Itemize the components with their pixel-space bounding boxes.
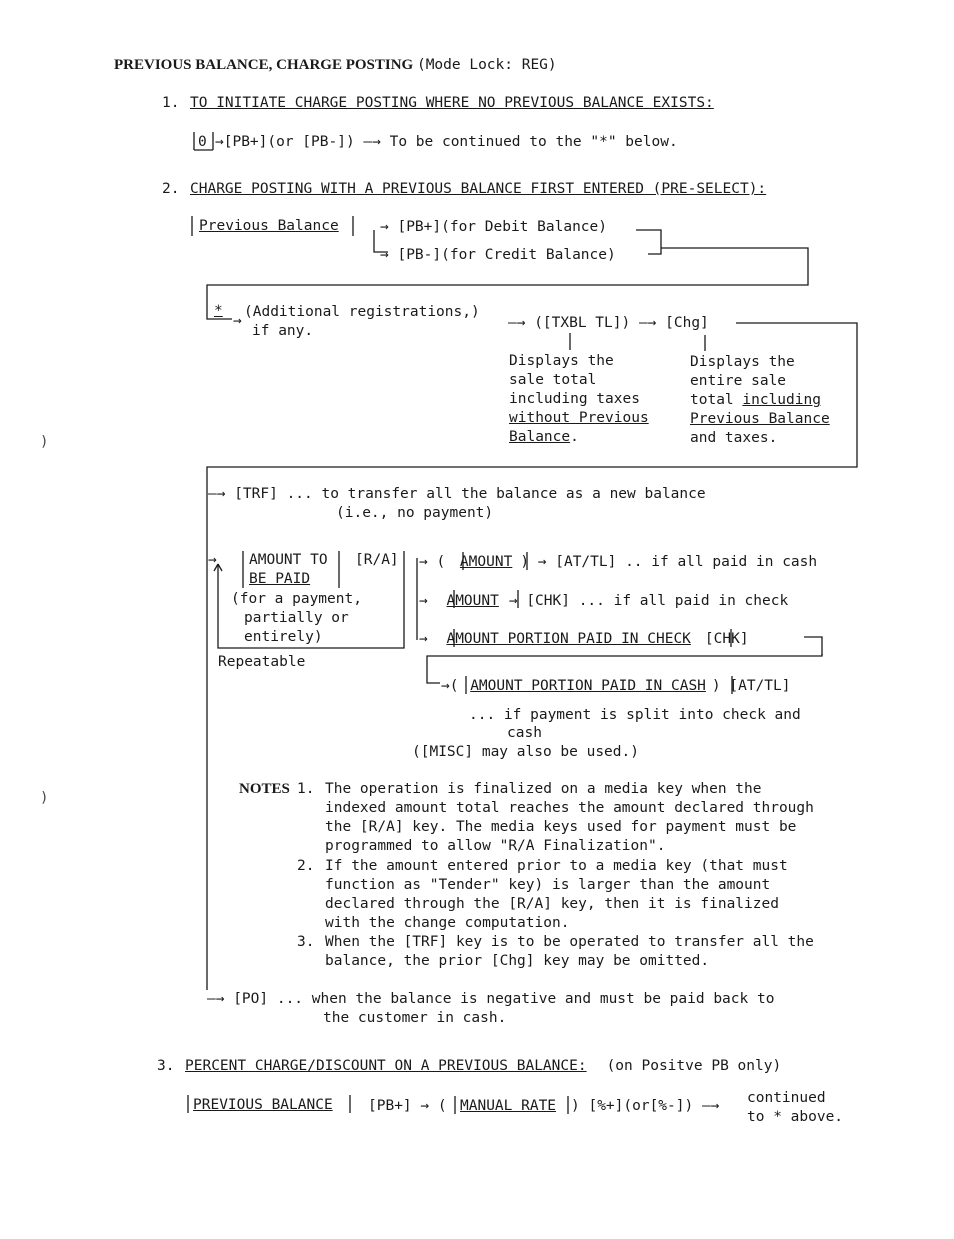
note-3-line: balance, the prior [Chg] key may be omitted. bbox=[325, 953, 710, 969]
note-1-line: The operation is finalized on a media key when the bbox=[325, 781, 762, 797]
po-option: —→ [PO] ... when the balance is negative and must be paid back to bbox=[207, 991, 775, 1007]
note-2-line: function as "Tender" key) is larger than the amount bbox=[325, 877, 771, 893]
note-2-line: If the amount entered prior to a media key (that must bbox=[325, 858, 788, 874]
continued-note-1: continued bbox=[747, 1090, 826, 1106]
trf-option-note: (i.e., no payment) bbox=[336, 505, 494, 521]
disp2-line-2: entire sale bbox=[690, 373, 787, 389]
ra-key: [R/A] bbox=[355, 552, 399, 568]
split-note-2: cash bbox=[507, 725, 542, 741]
split-check-option: → AMOUNT PORTION PAID IN CHECK [CHK] bbox=[419, 631, 749, 647]
section-2-number: 2. bbox=[162, 181, 180, 197]
section-2-heading: CHARGE POSTING WITH A PREVIOUS BALANCE FIRST ENTERED (PRE-SELECT): bbox=[190, 181, 767, 197]
payment-note-1: (for a payment, bbox=[231, 591, 362, 607]
section-3-heading: PERCENT CHARGE/DISCOUNT ON A PREVIOUS BALANCE: (on Positve PB only) bbox=[185, 1058, 782, 1074]
star-marker: * bbox=[214, 303, 223, 319]
disp1-line-1: Displays the bbox=[509, 353, 614, 369]
note-3-number: 3. bbox=[297, 934, 315, 950]
pb-plus-key: [PB+] → ( bbox=[368, 1098, 447, 1114]
note-2-line: with the change computation. bbox=[325, 915, 570, 931]
po-option-note: the customer in cash. bbox=[323, 1010, 507, 1026]
manual-rate-key: MANUAL RATE bbox=[460, 1098, 557, 1114]
split-note-1: ... if payment is split into check and bbox=[469, 707, 801, 723]
section-3-number: 3. bbox=[157, 1058, 175, 1074]
repeatable-label: Repeatable bbox=[218, 654, 306, 670]
zero-key: 0 bbox=[198, 134, 207, 150]
disp1-line-3: including taxes bbox=[509, 391, 640, 407]
disp2-line-5: and taxes. bbox=[690, 430, 778, 446]
payment-note-3: entirely) bbox=[244, 629, 323, 645]
pb-plus-option: → [PB+](for Debit Balance) bbox=[380, 219, 607, 235]
page-title: PREVIOUS BALANCE, CHARGE POSTING (Mode Lock: REG) bbox=[114, 57, 557, 73]
previous-balance-key: Previous Balance bbox=[199, 218, 339, 234]
disp2-line-3: total including bbox=[690, 392, 821, 408]
amount-to-be-paid-1: AMOUNT TO bbox=[249, 552, 328, 568]
section-1-heading: TO INITIATE CHARGE POSTING WHERE NO PREVIOUS BALANCE EXISTS: bbox=[190, 95, 714, 111]
note-2-number: 2. bbox=[297, 858, 315, 874]
cash-option: → ( AMOUNT ) → [AT/TL] .. if all paid in cash bbox=[419, 554, 818, 570]
note-1-line: indexed amount total reaches the amount declared through bbox=[325, 800, 814, 816]
payment-note-2: partially or bbox=[244, 610, 349, 626]
arrow-right-icon: → bbox=[233, 313, 242, 329]
note-1-line: programmed to allow "R/A Finalization". bbox=[325, 838, 666, 854]
additional-registrations-note: if any. bbox=[252, 323, 314, 339]
notes-label: NOTES bbox=[239, 781, 290, 797]
disp2-line-1: Displays the bbox=[690, 354, 795, 370]
txbl-chg-sequence: —→ ([TXBL TL]) —→ [Chg] bbox=[508, 315, 709, 331]
margin-mark: ) bbox=[40, 790, 49, 806]
note-2-line: declared through the [R/A] key, then it is finalized bbox=[325, 896, 779, 912]
section-1-instruction: →[PB+](or [PB-]) —→ To be continued to the "*" below. bbox=[215, 134, 678, 150]
previous-balance-key: PREVIOUS BALANCE bbox=[193, 1097, 333, 1113]
additional-registrations: (Additional registrations,) bbox=[244, 304, 480, 320]
note-1-number: 1. bbox=[297, 781, 315, 797]
amount-to-be-paid-2: BE PAID bbox=[249, 571, 311, 587]
disp1-line-5: Balance. bbox=[509, 429, 579, 445]
margin-mark: ) bbox=[40, 434, 49, 450]
percent-keys: ) [%+](or[%-]) —→ bbox=[571, 1098, 720, 1114]
disp2-line-4: Previous Balance bbox=[690, 411, 830, 427]
note-1-line: the [R/A] key. The media keys used for payment must be bbox=[325, 819, 797, 835]
disp1-line-4: without Previous bbox=[509, 410, 649, 426]
section-1-number: 1. bbox=[162, 95, 180, 111]
pb-minus-option: → [PB-](for Credit Balance) bbox=[380, 247, 616, 263]
continued-note-2: to * above. bbox=[747, 1109, 844, 1125]
trf-option: —→ [TRF] ... to transfer all the balance as a new balance bbox=[208, 486, 706, 502]
check-option: → AMOUNT → [CHK] ... if all paid in check bbox=[419, 593, 789, 609]
disp1-line-2: sale total bbox=[509, 372, 597, 388]
split-cash-option: →( AMOUNT PORTION PAID IN CASH ) [AT/TL] bbox=[441, 678, 791, 694]
note-3-line: When the [TRF] key is to be operated to transfer all the bbox=[325, 934, 814, 950]
arrow-right-icon: → bbox=[208, 552, 217, 568]
misc-note: ([MISC] may also be used.) bbox=[412, 744, 639, 760]
